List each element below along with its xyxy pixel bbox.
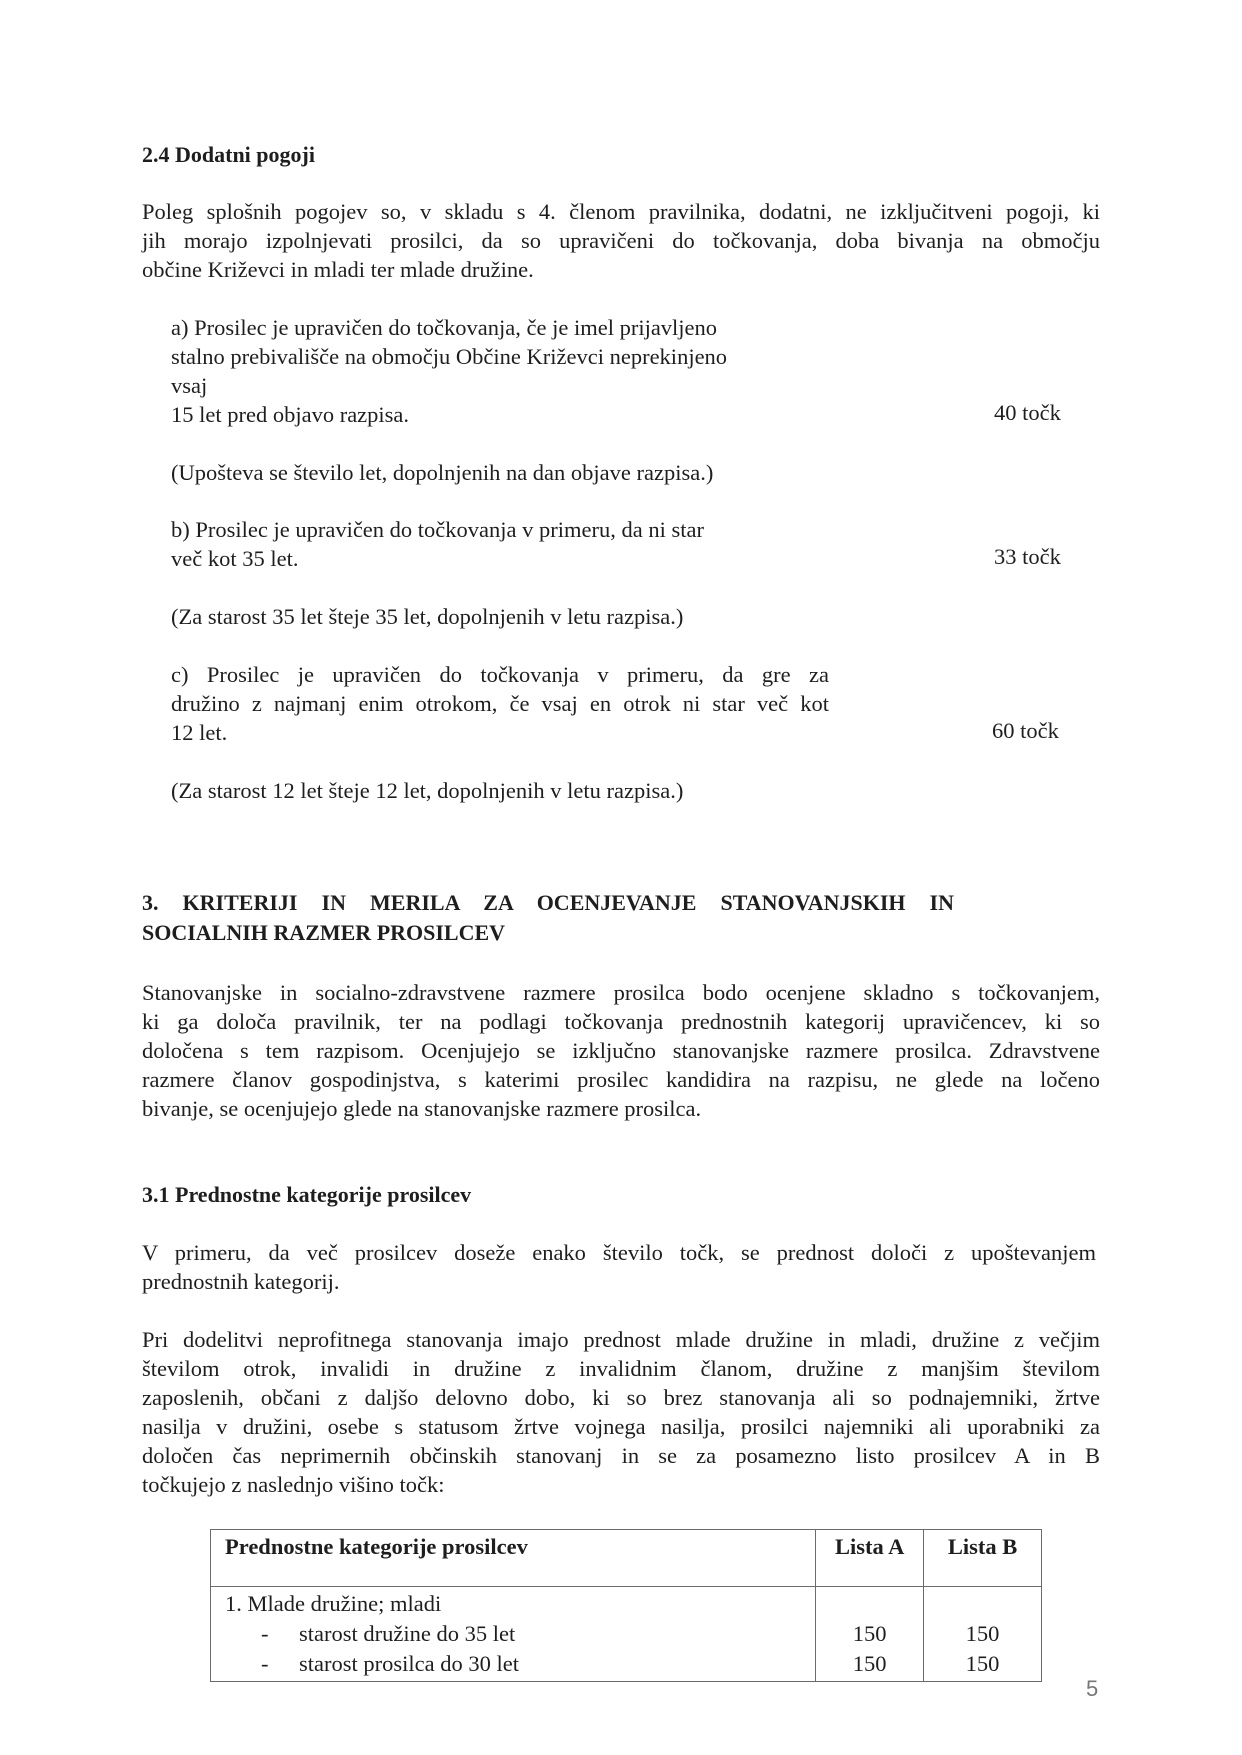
section-3-para-line-2: ki ga določa pravilnik, ter na podlagi točkovanja prednostnih kategorij upravičencev, ki so <box>142 1009 1100 1034</box>
item-c-line-3: 12 let. <box>171 720 228 745</box>
section-2-4-intro-line-2: jih morajo izpolnjevati prosilci, da so upravičeni do točkovanja, doba bivanja na območju <box>142 228 1100 253</box>
table-header-list-a: Lista A <box>816 1530 924 1587</box>
section-3-para-line-3: določena s tem razpisom. Ocenjujejo se izključno stanovanjske razmere prosilca. Zdravstvene <box>142 1038 1100 1063</box>
table-header-list-b: Lista B <box>924 1530 1042 1587</box>
table-dash: - <box>261 1651 269 1676</box>
item-b-line-1: b) Prosilec je upravičen do točkovanja v primeru, da ni star <box>171 517 704 542</box>
section-3-heading-line-1: 3. KRITERIJI IN MERILA ZA OCENJEVANJE STANOVANJSKIH IN <box>142 890 954 915</box>
table-value: 150 <box>852 1621 887 1646</box>
item-c-line-1: c) Prosilec je upravičen do točkovanja v primeru, da gre za <box>171 662 829 687</box>
section-2-4-heading: 2.4 Dodatni pogoji <box>142 142 315 167</box>
table-group-label: 1. Mlade družine; mladi <box>225 1591 442 1616</box>
item-c-line-2: družino z najmanj enim otrokom, če vsaj en otrok ni star več kot <box>171 691 829 716</box>
priority-categories-table <box>210 1529 1042 1682</box>
table-value: 150 <box>852 1651 887 1676</box>
section-3-1-para2-line-2: številom otrok, invalidi in družine z invalidnim članom, družine z manjšim številom <box>142 1356 1100 1381</box>
section-3-1-para2-line-1: Pri dodelitvi neprofitnega stanovanja imajo prednost mlade družine in mladi, družine z večjim <box>142 1327 1100 1352</box>
section-2-4-intro-line-3: občine Križevci in mladi ter mlade družine. <box>142 257 534 282</box>
section-3-para-line-5: bivanje, se ocenjujejo glede na stanovanjske razmere prosilca. <box>142 1096 702 1121</box>
table-subrow-1 <box>225 1619 815 1649</box>
section-3-1-para2-line-6: točkujejo z naslednjo višino točk: <box>142 1472 445 1497</box>
table-cell-list-a <box>816 1587 924 1682</box>
table-header-category: Prednostne kategorije prosilcev <box>211 1530 816 1587</box>
table-subrow-label: starost družine do 35 let <box>299 1621 516 1646</box>
section-3-para-line-1: Stanovanjske in socialno-zdravstvene razmere prosilca bodo ocenjene skladno s točkovanjem, <box>142 980 1100 1005</box>
section-3-1-para2-line-3: zaposlenih, občani z daljšo delovno dobo, ki so brez stanovanja ali so podnajemniki, žrtve <box>142 1385 1100 1410</box>
section-3-heading-line-2: SOCIALNIH RAZMER PROSILCEV <box>142 920 506 945</box>
item-c-points: 60 točk <box>992 718 1059 743</box>
item-c-note: (Za starost 12 let šteje 12 let, dopolnjenih v letu razpisa.) <box>171 778 684 803</box>
section-3-1-heading: 3.1 Prednostne kategorije prosilcev <box>142 1182 472 1207</box>
table-cell-list-b <box>924 1587 1042 1682</box>
item-a-points: 40 točk <box>994 400 1061 425</box>
item-a-line-4: 15 let pred objavo razpisa. <box>171 402 410 427</box>
item-b-points: 33 točk <box>994 544 1061 569</box>
table-header-row <box>211 1530 1042 1587</box>
item-a-line-2: stalno prebivališče na območju Občine Križevci neprekinjeno <box>171 344 728 369</box>
item-b-line-2: več kot 35 let. <box>171 546 299 571</box>
section-3-1-para1-line-2: prednostnih kategorij. <box>142 1269 340 1294</box>
section-2-4-intro-line-1: Poleg splošnih pogojev so, v skladu s 4. členom pravilnika, dodatni, ne izključitveni pogoji, ki <box>142 199 1100 224</box>
table-row <box>211 1587 1042 1682</box>
section-3-1-para2-line-5: določen čas neprimernih občinskih stanovanj in se za posamezno listo prosilcev A in B <box>142 1443 1100 1468</box>
page-number: 5 <box>1086 1676 1099 1701</box>
section-3-1-para1-line-1: V primeru, da več prosilcev doseže enako število točk, se prednost določi z upoštevanjem <box>142 1240 1096 1265</box>
table-dash: - <box>261 1621 269 1646</box>
item-a-line-3: vsaj <box>171 373 208 398</box>
table-subrow-label: starost prosilca do 30 let <box>299 1651 519 1676</box>
item-b-note: (Za starost 35 let šteje 35 let, dopolnjenih v letu razpisa.) <box>171 604 684 629</box>
table-value: 150 <box>965 1621 1000 1646</box>
section-3-para-line-4: razmere članov gospodinjstva, s katerimi prosilec kandidira na razpisu, ne glede na ločeno <box>142 1067 1100 1092</box>
section-3-1-para2-line-4: nasilja v družini, osebe s statusom žrtve vojnega nasilja, prosilci najemniki ali uporabniki za <box>142 1414 1100 1439</box>
item-a-note: (Upošteva se število let, dopolnjenih na dan objave razpisa.) <box>171 460 714 485</box>
item-a-line-1: a) Prosilec je upravičen do točkovanja, če je imel prijavljeno <box>171 315 718 340</box>
table-cell-category <box>211 1587 816 1682</box>
table-subrow-2 <box>225 1649 815 1679</box>
table-value: 150 <box>965 1651 1000 1676</box>
